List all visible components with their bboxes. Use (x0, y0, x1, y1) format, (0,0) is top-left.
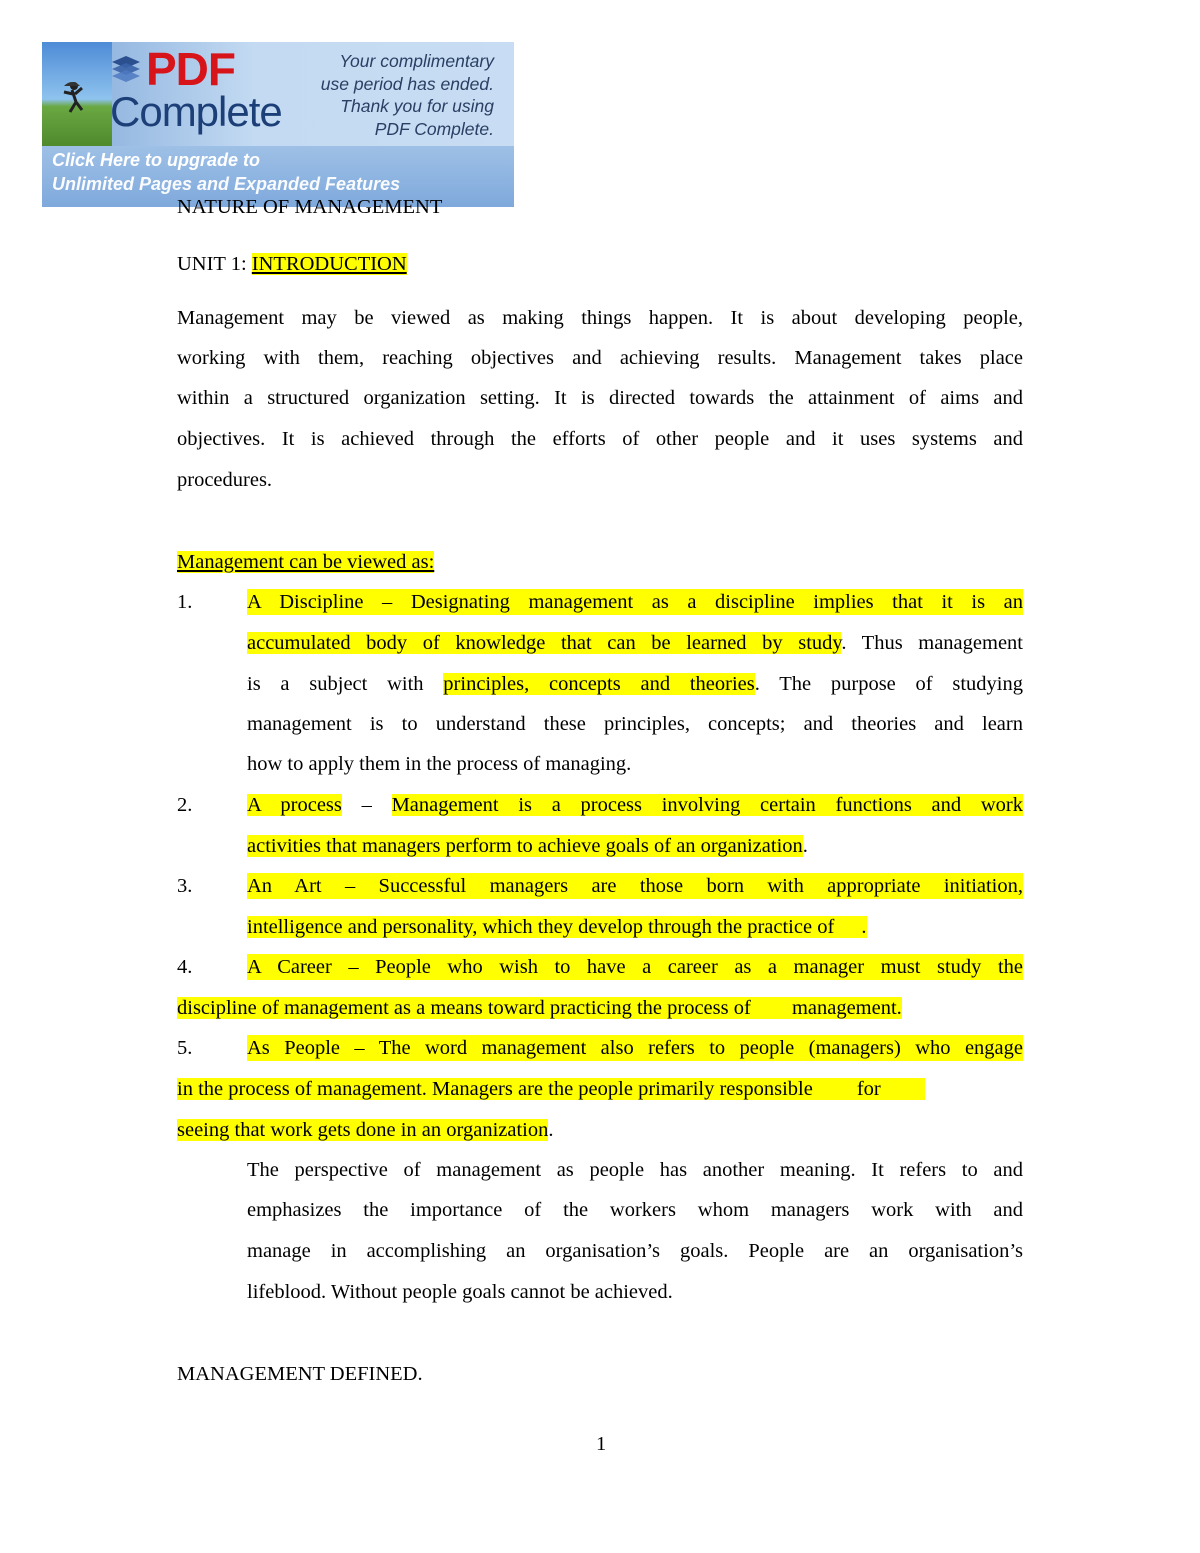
item-2-highlight: A process (247, 794, 342, 816)
document-title-text: NATURE OF MANAGEMENT (177, 196, 443, 218)
item-1-text: . The purpose of studying (754, 673, 1023, 695)
unit-prefix: UNIT 1: (177, 253, 252, 275)
message-line: Your complimentary (339, 51, 494, 71)
defined-heading: MANAGEMENT DEFINED. (177, 1363, 423, 1385)
intro-line: working with them, reaching objectives and achieving results. Management takes place (177, 347, 1023, 369)
item-2-highlight: Management is a process involving certain functions and work (391, 794, 1023, 816)
item-5-line: As People – The word management also refers to people (managers) who engage (247, 1037, 1023, 1059)
page-number: 1 (596, 1433, 607, 1455)
item-4-line (177, 995, 902, 1021)
item-1-highlight: principles, concepts and theories (443, 673, 755, 695)
perspective-line: manage in accomplishing an organisation’s goals. People are an organisation’s (247, 1240, 1023, 1262)
item-3-highlight (247, 916, 867, 938)
upgrade-link[interactable] (52, 148, 400, 196)
expired-message (284, 50, 494, 140)
item-2-line (247, 792, 1023, 818)
perspective-line: The perspective of management as people has another meaning. It refers to and (247, 1159, 1023, 1181)
document-title (177, 194, 442, 220)
intro-line: procedures. (177, 469, 273, 491)
item-1-highlight: accumulated body of knowledge that can be learned by study (247, 632, 842, 654)
item-2-text: – (341, 794, 392, 816)
item-2-line (247, 833, 808, 859)
item-number: 2. (177, 794, 193, 816)
viewed-heading (177, 549, 434, 575)
pdf-logo-text: PDF (146, 43, 235, 95)
viewed-heading-text: Management can be viewed as: (177, 551, 435, 573)
item-1-line (247, 671, 1023, 697)
item-5-text: . (548, 1119, 554, 1141)
item-4-text: discipline of management as a means toward practicing the process of (177, 997, 756, 1019)
item-1-text: is a subject with (247, 673, 444, 695)
item-5-line (177, 1076, 925, 1102)
item-4-highlight (177, 997, 902, 1019)
item-1-line: A Discipline – Designating management as a discipline implies that it is an (247, 591, 1023, 613)
item-number: 4. (177, 956, 193, 978)
item-2-text: . (802, 835, 808, 857)
item-2-highlight: activities that managers perform to achieve goals of an organization (247, 835, 803, 857)
item-5-text: for (856, 1078, 881, 1100)
intro-line: Management may be viewed as making things happen. It is about developing people, (177, 307, 1023, 329)
item-3-end: . (861, 916, 867, 938)
item-3-line: An Art – Successful managers are those born with appropriate initiation, (247, 875, 1023, 897)
intro-line: objectives. It is achieved through the efforts of other people and it uses systems and (177, 428, 1023, 450)
item-number: 1. (177, 591, 193, 613)
item-5-highlight (177, 1078, 925, 1100)
item-5-text: in the process of management. Managers are the people primarily responsible (177, 1078, 813, 1100)
item-1-line: how to apply them in the process of managing. (247, 753, 632, 775)
layers-logo-icon (108, 52, 144, 84)
message-line: use period has ended. (320, 73, 494, 94)
item-1-line: management is to understand these principles, concepts; and theories and learn (247, 713, 1023, 735)
item-number: 3. (177, 875, 193, 897)
item-1-text: . Thus management (841, 632, 1023, 654)
perspective-line: lifeblood. Without people goals cannot be achieved. (247, 1281, 673, 1303)
banner-photo (42, 42, 112, 146)
unit-name: INTRODUCTION (251, 253, 407, 275)
cta-line[interactable]: Unlimited Pages and Expanded Features (52, 174, 401, 194)
item-5-line (177, 1117, 554, 1143)
unit-heading (177, 251, 407, 277)
product-name: Complete (110, 88, 282, 135)
message-line: Thank you for using (340, 96, 494, 116)
item-5-highlight: seeing that work gets done in an organization (177, 1119, 549, 1141)
upgrade-banner[interactable] (42, 42, 514, 207)
jumping-figure-icon (42, 42, 112, 146)
item-1-line (247, 630, 1023, 656)
cta-line[interactable]: Click Here to upgrade to (52, 150, 261, 170)
perspective-line: emphasizes the importance of the workers whom managers work with and (247, 1199, 1023, 1221)
intro-line: within a structured organization setting. It is directed towards the attainment of aims and (177, 387, 1023, 409)
item-3-text: intelligence and personality, which they develop through the practice of (247, 916, 840, 938)
item-4-text: management. (791, 997, 902, 1019)
message-line: PDF Complete. (374, 118, 494, 139)
item-4-line: A Career – People who wish to have a career as a manager must study the (247, 956, 1023, 978)
item-3-line (247, 914, 867, 940)
item-number: 5. (177, 1037, 193, 1059)
